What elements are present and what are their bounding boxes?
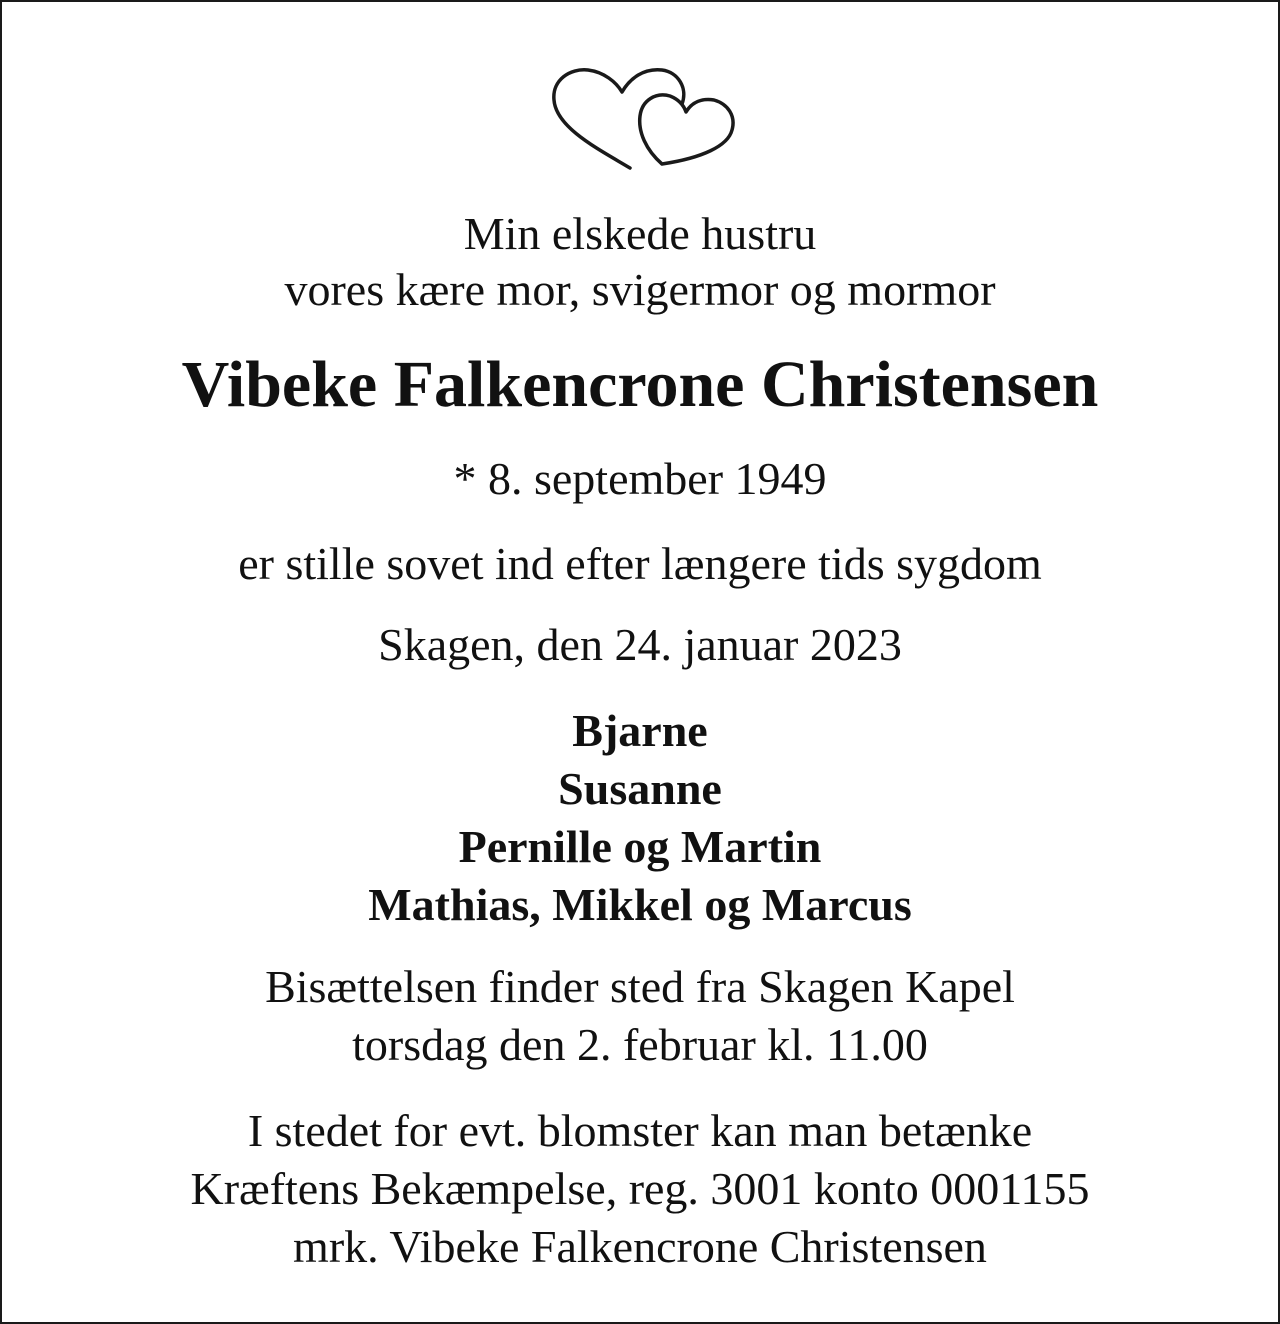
family-member: Susanne — [558, 763, 722, 814]
family-member: Mathias, Mikkel og Marcus — [368, 879, 912, 930]
birth-date: * 8. september 1949 — [453, 453, 827, 504]
intro-line-1: Min elskede hustru — [463, 208, 817, 259]
intro-line-2: vores kære mor, svigermor og mormor — [284, 264, 996, 315]
place-and-date: Skagen, den 24. januar 2023 — [378, 619, 902, 670]
funeral-line-1: Bisættelsen finder sted fra Skagen Kapel — [265, 961, 1015, 1012]
funeral-line-2: torsdag den 2. februar kl. 11.00 — [352, 1019, 928, 1070]
family-member: Bjarne — [572, 705, 708, 756]
family-member: Pernille og Martin — [458, 821, 822, 872]
passing-text: er stille sovet ind efter længere tids sygdom — [238, 538, 1042, 589]
donation-line-2: Kræftens Bekæmpelse, reg. 3001 konto 0001155 — [190, 1163, 1090, 1214]
donation-line-1: I stedet for evt. blomster kan man betænke — [247, 1105, 1033, 1156]
double-hearts-icon — [542, 60, 742, 180]
deceased-name: Vibeke Falkencrone Christensen — [181, 348, 1099, 421]
donation-line-3: mrk. Vibeke Falkencrone Christensen — [293, 1221, 987, 1272]
